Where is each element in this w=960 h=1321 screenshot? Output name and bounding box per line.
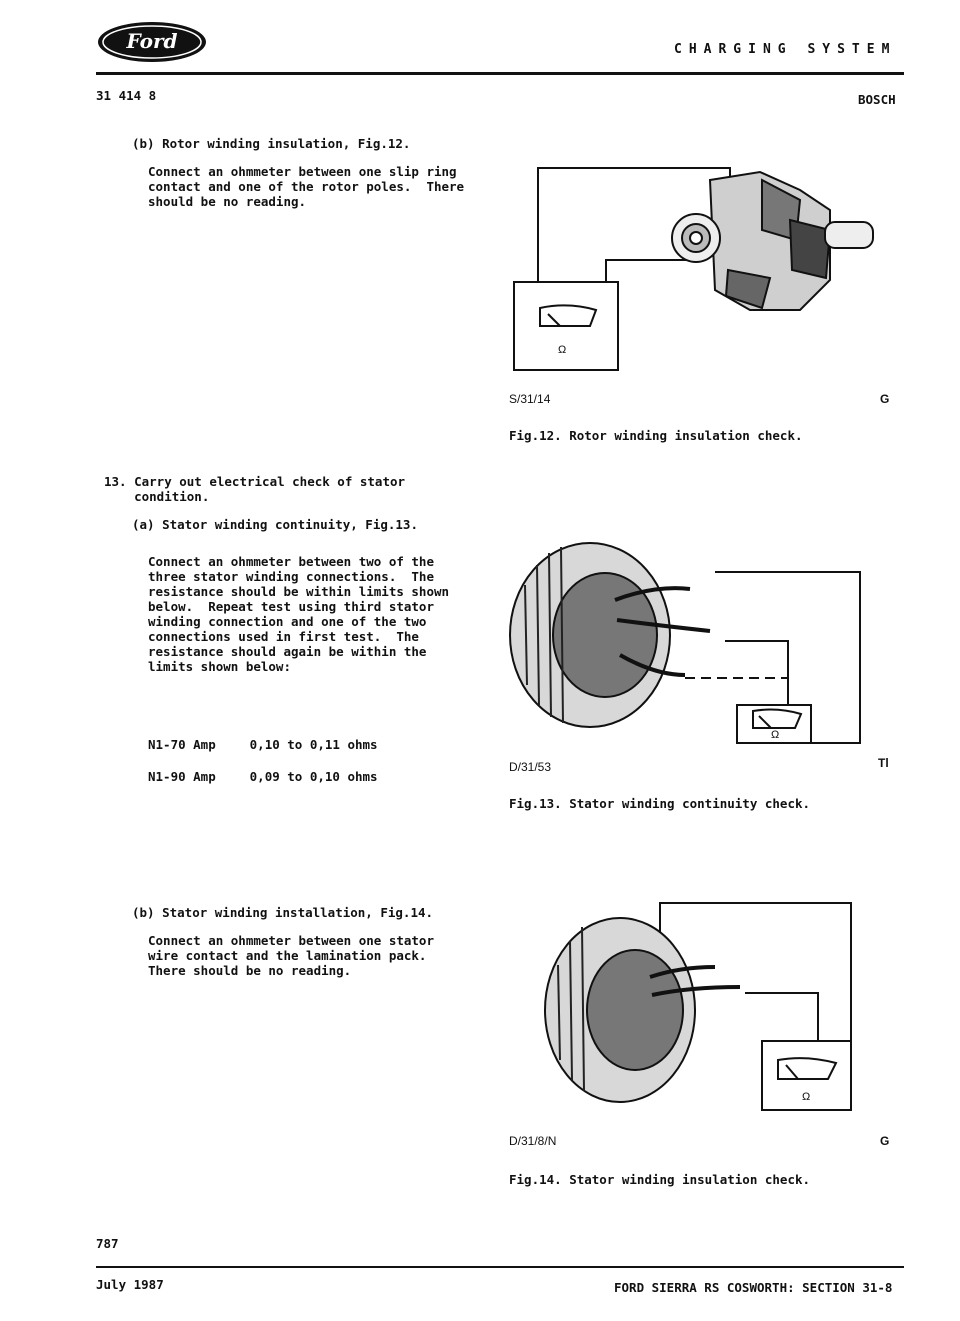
continuity-line: resistance should again be within the — [148, 644, 427, 659]
rotor-insulation-section — [132, 136, 464, 209]
meter-symbol: Ω — [558, 344, 567, 356]
rotor-body-line: Connect an ohmmeter between one slip ring — [148, 164, 457, 179]
spec-model: N1-70 Amp — [148, 737, 216, 752]
spec-table — [148, 734, 378, 786]
rotor-heading: (b) Rotor winding insulation, Fig.12. — [132, 136, 411, 151]
continuity-heading: (a) Stator winding continuity, Fig.13. — [132, 517, 418, 532]
stator-heading-line: condition. — [104, 489, 210, 504]
rotor-illustration — [672, 172, 873, 310]
test-lead — [725, 641, 788, 705]
stator-heading-line: 13. Carry out electrical check of stator — [104, 474, 406, 489]
continuity-line: limits shown below: — [148, 659, 291, 674]
footer-date: July 1987 — [96, 1277, 164, 1292]
fig13-caption: Fig.13. Stator winding continuity check. — [509, 796, 811, 811]
continuity-line: below. Repeat test using third stator — [148, 599, 434, 614]
fig13-mark: Tl — [878, 756, 889, 770]
stator-check-heading — [104, 474, 405, 504]
stator-installation-section — [132, 905, 434, 978]
continuity-line: resistance should be within limits shown — [148, 584, 450, 599]
header-rule — [96, 72, 904, 75]
fig12-illustration — [500, 160, 880, 380]
rotor-body-line: should be no reading. — [148, 194, 307, 209]
logo-text: Ford — [126, 29, 178, 53]
footer-manual: FORD SIERRA RS COSWORTH: SECTION 31-8 — [614, 1280, 893, 1295]
continuity-line: winding connection and one of the two — [148, 614, 427, 629]
stator-continuity-section — [132, 517, 449, 674]
footer-rule — [96, 1266, 904, 1268]
meter-symbol: Ω — [802, 1091, 811, 1103]
installation-line: There should be no reading. — [148, 963, 352, 978]
spec-row — [148, 766, 378, 786]
brand-label: BOSCH — [858, 92, 896, 107]
stator-illustration — [545, 918, 695, 1102]
stator-illustration — [510, 543, 670, 727]
meter-dial-icon — [753, 710, 801, 728]
doc-code: 31 414 8 — [96, 88, 157, 103]
test-lead — [745, 993, 818, 1041]
meter-symbol: Ω — [771, 729, 780, 741]
fig13-illustration — [505, 525, 885, 770]
fig14-caption: Fig.14. Stator winding insulation check. — [509, 1172, 811, 1187]
continuity-line: three stator winding connections. The — [148, 569, 434, 584]
installation-heading: (b) Stator winding installation, Fig.14. — [132, 905, 434, 920]
installation-line: Connect an ohmmeter between one stator — [148, 933, 434, 948]
fig12-code: S/31/14 — [509, 392, 551, 406]
ford-logo — [96, 20, 208, 64]
fig14-illustration — [540, 895, 870, 1120]
section-title: CHARGING SYSTEM — [674, 42, 897, 57]
spec-row — [148, 734, 378, 766]
fig12-mark: G — [880, 392, 890, 406]
fig14-mark: G — [880, 1134, 890, 1148]
page-number: 787 — [96, 1236, 119, 1251]
fig13-code: D/31/53 — [509, 760, 552, 774]
continuity-line: Connect an ohmmeter between two of the — [148, 554, 434, 569]
spec-range: 0,10 to 0,11 ohms — [249, 737, 378, 752]
rotor-body-line: contact and one of the rotor poles. There — [148, 179, 465, 194]
fig12-caption: Fig.12. Rotor winding insulation check. — [509, 428, 803, 443]
meter-dial-icon — [778, 1058, 836, 1079]
installation-line: wire contact and the lamination pack. — [148, 948, 427, 963]
continuity-line: connections used in first test. The — [148, 629, 419, 644]
spec-range: 0,09 to 0,10 ohms — [249, 769, 378, 784]
fig14-code: D/31/8/N — [509, 1134, 557, 1148]
spec-model: N1-90 Amp — [148, 769, 216, 784]
